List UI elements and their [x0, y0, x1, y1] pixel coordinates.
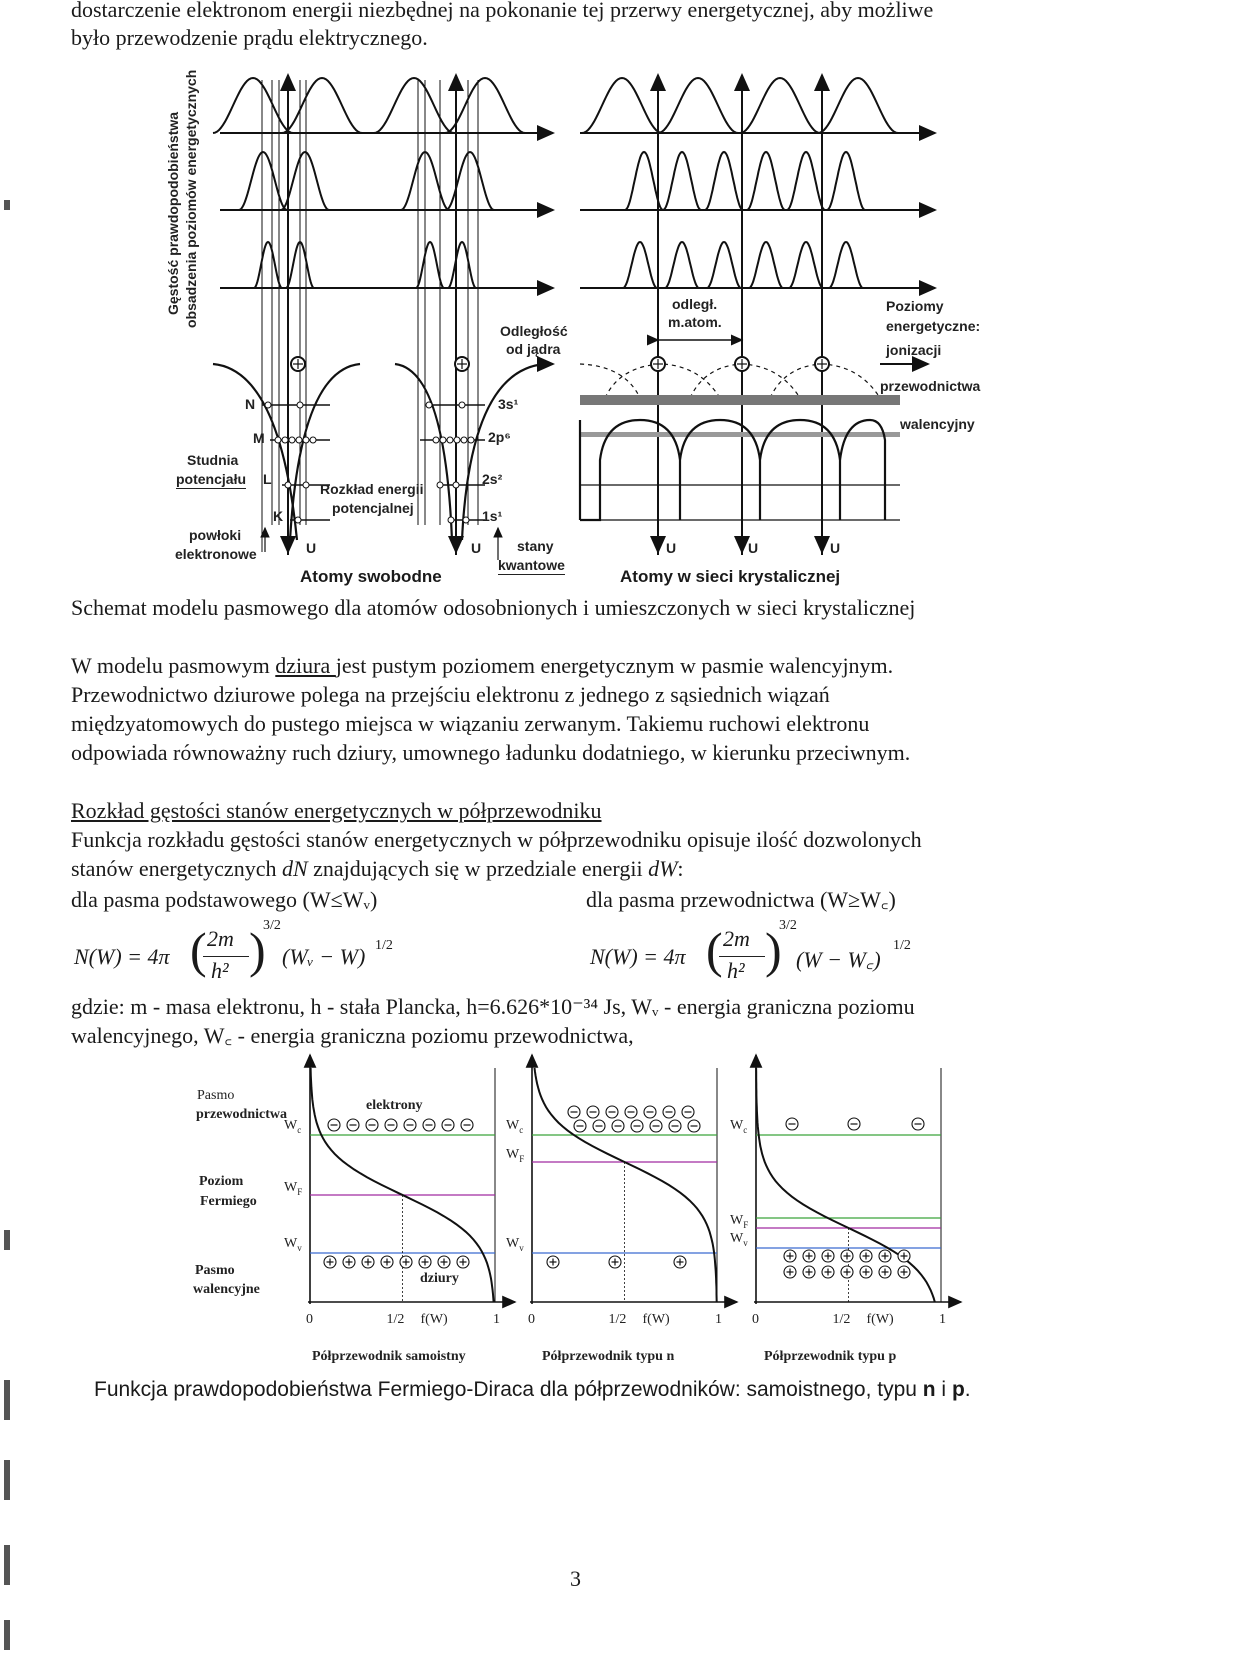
paragraph-line: Przewodnictwo dziurowe polega na przejściu elektronu z jednego z sąsiednich wiązań — [71, 682, 830, 707]
label-potencjalu: potencjału — [176, 471, 247, 487]
label-elektronowe: elektronowe — [175, 546, 257, 562]
label-kwantowe: kwantowe — [498, 557, 565, 573]
eq-denominator: h² — [211, 958, 229, 983]
y-axis-label: Gęstość prawdopodobieństwa — [165, 111, 181, 315]
label-subscript: F — [743, 1219, 749, 1230]
label-pasmo: Pasmo — [195, 1263, 235, 1278]
paragraph-line: gdzie: m - masa elektronu, h - stała Plancka, h=6.626*10⁻³⁴ Js, Wᵥ - energia graniczna poziomu — [71, 994, 915, 1019]
label-od-jadra: od jądra — [506, 341, 561, 357]
label-odlegl: odległ. — [672, 296, 718, 312]
panel-title-typu-p: Półprzewodnik typu p — [764, 1349, 897, 1364]
tick-1: 1 — [493, 1312, 500, 1327]
state-2s: 2s² — [482, 471, 503, 487]
tick-half: 1/2 — [386, 1312, 405, 1327]
caption-atomy-swobodne: Atomy swobodne — [300, 567, 442, 586]
label-Wv: $W_v$ — [284, 1236, 302, 1253]
text-span: W modelu pasmowym — [71, 653, 276, 678]
label-energetyczne: energetyczne: — [886, 318, 981, 334]
label-pasmo: Pasmo — [197, 1088, 235, 1103]
symbol-dW: dW — [648, 856, 678, 881]
label-jonizacji: jonizacji — [886, 342, 942, 358]
tick-1: 1 — [939, 1312, 946, 1327]
state-3s: 3s¹ — [498, 396, 519, 412]
label-subscript: v — [519, 1242, 524, 1253]
label-m-atom: m.atom. — [668, 314, 722, 330]
label-WF: $W_F$ — [730, 1213, 749, 1230]
label-rozklad-energii: Rozkład energii — [320, 481, 424, 497]
label-U: U — [748, 540, 759, 556]
page-number: 3 — [570, 1566, 581, 1591]
eq-paren: ) — [765, 922, 782, 978]
tick-fW: f(W) — [642, 1312, 670, 1327]
text-span: i — [935, 1378, 952, 1401]
paragraph-line: walencyjnego, W꜀ - energia graniczna poziomu przewodnictwa, — [71, 1023, 634, 1048]
eq-term: (W − W꜀) — [796, 947, 881, 972]
text-bold: p — [951, 1378, 965, 1401]
fermi-curve — [535, 1068, 717, 1302]
label-elektrony: elektrony — [366, 1098, 423, 1113]
eq-term: (Wᵥ − W) — [282, 944, 366, 969]
label-walencyjne: walencyjne — [193, 1282, 260, 1297]
label-stany: stany — [517, 538, 554, 554]
label-przewodnictwa: przewodnictwa — [880, 378, 981, 394]
label-potencjalnej: potencjalnej — [332, 500, 414, 516]
label-odleglosc: Odległość — [500, 323, 568, 339]
scan-mark — [4, 1620, 10, 1650]
label-U: U — [830, 540, 841, 556]
tick-1: 1 — [715, 1312, 722, 1327]
label-subscript: c — [297, 1124, 302, 1135]
tick-half: 1/2 — [608, 1312, 627, 1327]
shell-M: M — [253, 430, 265, 446]
tick-fW: f(W) — [420, 1312, 448, 1327]
label-Wc: $W_c$ — [506, 1118, 524, 1135]
term-dziura: dziura — [275, 653, 336, 678]
label-subscript: F — [519, 1153, 525, 1164]
panel-title-samoistny: Półprzewodnik samoistny — [312, 1349, 466, 1364]
case-right: dla pasma przewodnictwa (W≥W꜀) — [586, 887, 896, 912]
eq-denominator: h² — [727, 958, 745, 983]
shell-L: L — [263, 471, 272, 487]
label-WF: $W_F$ — [506, 1147, 525, 1164]
eq-exponent: 3/2 — [779, 918, 797, 933]
eq-lhs: N(W) = 4π — [74, 944, 170, 969]
text-span: : — [677, 856, 684, 881]
tick-0: 0 — [752, 1312, 759, 1327]
section-heading: Rozkład gęstości stanów energetycznych w półprzewodniku — [71, 798, 602, 823]
label-U: U — [471, 540, 482, 556]
label-fermiego: Fermiego — [200, 1194, 257, 1209]
eq-exponent: 1/2 — [893, 938, 911, 953]
paragraph-line: było przewodzenie prądu elektrycznego. — [71, 25, 428, 50]
eq-paren: ) — [249, 922, 266, 978]
eq-numerator: 2m — [207, 926, 234, 951]
label-WF: $W_F$ — [284, 1180, 303, 1197]
label-Wc: $W_c$ — [730, 1118, 748, 1135]
paragraph-line: dostarczenie elektronom energii niezbędnej na pokonanie tej przerwy energetycznej, aby możliwe — [71, 0, 934, 22]
text-span: znajdujących się w przedziale energii — [307, 856, 649, 881]
label-subscript: c — [743, 1124, 748, 1135]
panel-title-typu-n: Półprzewodnik typu n — [542, 1349, 675, 1364]
label-Wv: $W_v$ — [506, 1236, 524, 1253]
label-dziury: dziury — [420, 1271, 459, 1286]
label-subscript: v — [743, 1237, 748, 1248]
label-Wv: $W_v$ — [730, 1231, 748, 1248]
shell-N: N — [245, 396, 256, 412]
paragraph-line: międzyatomowych do pustego miejsca w wiązaniu zerwanym. Takiemu ruchowi elektronu — [71, 711, 870, 736]
eq-paren: ( — [706, 922, 723, 978]
symbol-dN: dN — [281, 856, 308, 881]
paragraph-line: odpowiada równoważny ruch dziury, umownego ładunku dodatniego, w kierunku przeciwnym. — [71, 740, 911, 765]
label-poziomy: Poziomy — [886, 298, 944, 314]
label-walencyjny: walencyjny — [900, 416, 975, 432]
label-subscript: c — [519, 1124, 524, 1135]
state-1s: 1s¹ — [482, 508, 503, 524]
label-subscript: v — [297, 1242, 302, 1253]
eq-exponent: 1/2 — [375, 938, 393, 953]
caption-atomy-w-sieci: Atomy w sieci krystalicznej — [620, 567, 841, 586]
text-span: Funkcja prawdopodobieństwa Fermiego-Diraca dla półprzewodników: samoistnego, typu — [94, 1378, 923, 1401]
eq-exponent: 3/2 — [263, 918, 281, 933]
paragraph-line: Funkcja rozkładu gęstości stanów energetycznych w półprzewodniku opisuje ilość dozwolonych — [71, 827, 922, 852]
label-U: U — [306, 540, 317, 556]
tick-half: 1/2 — [832, 1312, 851, 1327]
label-U: U — [666, 540, 677, 556]
case-left: dla pasma podstawowego (W≤Wᵥ) — [71, 887, 378, 912]
label-poziom: Poziom — [199, 1174, 244, 1189]
text-span: stanów energetycznych — [71, 856, 282, 881]
shell-K: K — [273, 508, 284, 524]
state-2p: 2p⁶ — [488, 429, 511, 445]
label-przewodnictwa: przewodnictwa — [196, 1107, 287, 1122]
figure-caption: Schemat modelu pasmowego dla atomów odosobnionych i umieszczonych w sieci krystalicznej — [71, 595, 916, 620]
tick-0: 0 — [528, 1312, 535, 1327]
fermi-caption — [94, 1376, 971, 1404]
text-span: . — [964, 1378, 971, 1401]
label-Wc: $W_c$ — [284, 1118, 302, 1135]
text-span: jest pustym poziomem energetycznym w pasmie walencyjnym. — [335, 653, 894, 678]
scan-mark — [4, 1380, 10, 1420]
tick-0: 0 — [306, 1312, 313, 1327]
tick-fW: f(W) — [866, 1312, 894, 1327]
y-axis-label: obsadzenia poziomów energetycznych — [183, 69, 199, 328]
eq-numerator: 2m — [723, 926, 750, 951]
text-bold: n — [922, 1378, 936, 1401]
scan-mark — [4, 1460, 10, 1500]
label-subscript: F — [297, 1186, 303, 1197]
label-powloki: powłoki — [189, 527, 242, 543]
eq-lhs: N(W) = 4π — [590, 944, 686, 969]
scan-mark — [4, 1545, 10, 1585]
eq-paren: ( — [190, 922, 207, 978]
label-studnia: Studnia — [187, 452, 239, 468]
